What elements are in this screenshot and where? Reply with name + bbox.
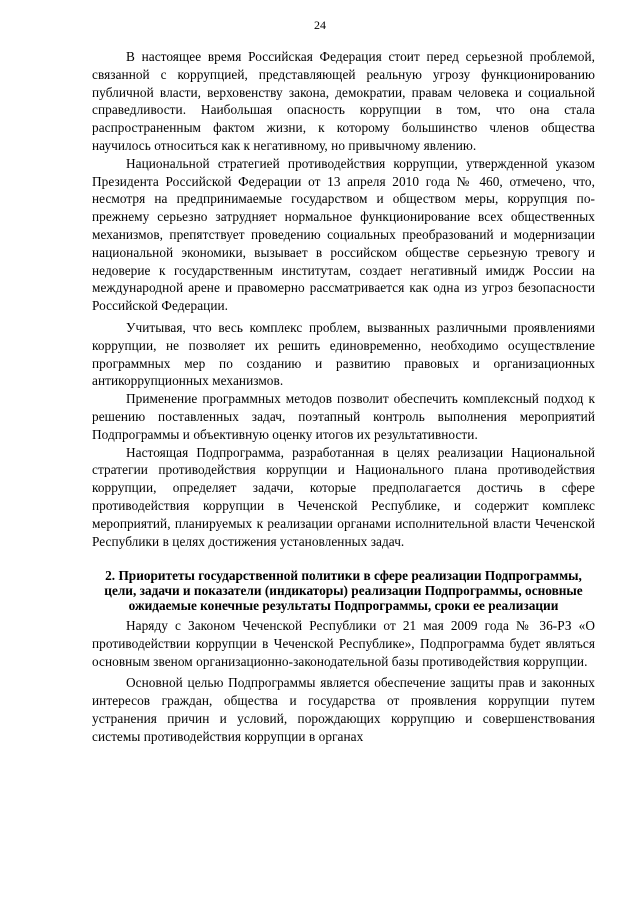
paragraph-threat: В настоящее время Российская Федерация стоит перед серьезной проблемой, связанной с коррупцией, представляющей реальную угрозу функционированию публичной власти, верховенству закона, демократии, правам человека и социальной справедливости. Наибольшая опасность коррупции в том, что она стала распространенным фактом жизни, к которому большинство членов общества научилось относиться как к негативному, но привычному явлению.	[92, 49, 595, 153]
paragraph-regional-law: Наряду с Законом Чеченской Республики от 21 мая 2009 года № 36-РЗ «О противодействии коррупции в Чеченской Республике», Подпрограмма будет являться основным звеном организационно-законодательной базы противодействия коррупции.	[92, 618, 595, 669]
paragraph-complex-problems: Учитывая, что весь комплекс проблем, вызванных различными проявлениями коррупции, не позволяет их решить единовременно, необходимо осуществление программных мер по созданию и развитию правовых и организационных антикоррупционных механизмов.	[92, 319, 595, 389]
paragraph-national-strategy: Национальной стратегией противодействия коррупции, утвержденной указом Президента Российской Федерации от 13 апреля 2010 года № 460, отмечено, что, несмотря на предпринимаемые государством и обществом меры, коррупция по-прежнему серьезно затрудняет нормальное функционирование всех общественных механизмов, препятствует проведению социальных преобразований и модернизации национальной экономики, вызывает в российском обществе серьезную тревогу и недоверие к государственным институтам, создает негативный имидж России на международной арене и правомерно рассматривается как одна из угроз безопасности Российской Федерации.	[92, 155, 595, 314]
paragraph-program-methods: Применение программных методов позволит обеспечить комплексный подход к решению поставленных задач, поэтапный контроль выполнения мероприятий Подпрограммы и объективную оценку итогов их результативности.	[92, 391, 595, 442]
document-body	[92, 48, 595, 746]
paragraph-subprogram-purpose: Настоящая Подпрограмма, разработанная в целях реализации Национальной стратегии противодействия коррупции и Национального плана противодействия коррупции, определяет задачи, которые предполагается достичь в сфере противодействия коррупции в Чеченской Республике, и содержит комплекс мероприятий, планируемых к реализации органами исполнительной власти Чеченской Республики в целях достижения установленных задач.	[92, 444, 595, 549]
paragraph-main-goal: Основной целью Подпрограммы является обеспечение защиты прав и законных интересов граждан, общества и государства от проявления коррупции путем устранения причин и условий, порождающих коррупцию и совершенствования системы противодействия коррупции в органах	[92, 675, 595, 744]
page-number: 24	[314, 18, 326, 32]
section-heading: 2. Приоритеты государственной политики в сфере реализации Подпрограммы, цели, задачи и показатели (индикаторы) реализации Подпрограммы, основные ожидаемые конечные результаты Подпрограммы, сроки ее реализации	[104, 568, 583, 613]
